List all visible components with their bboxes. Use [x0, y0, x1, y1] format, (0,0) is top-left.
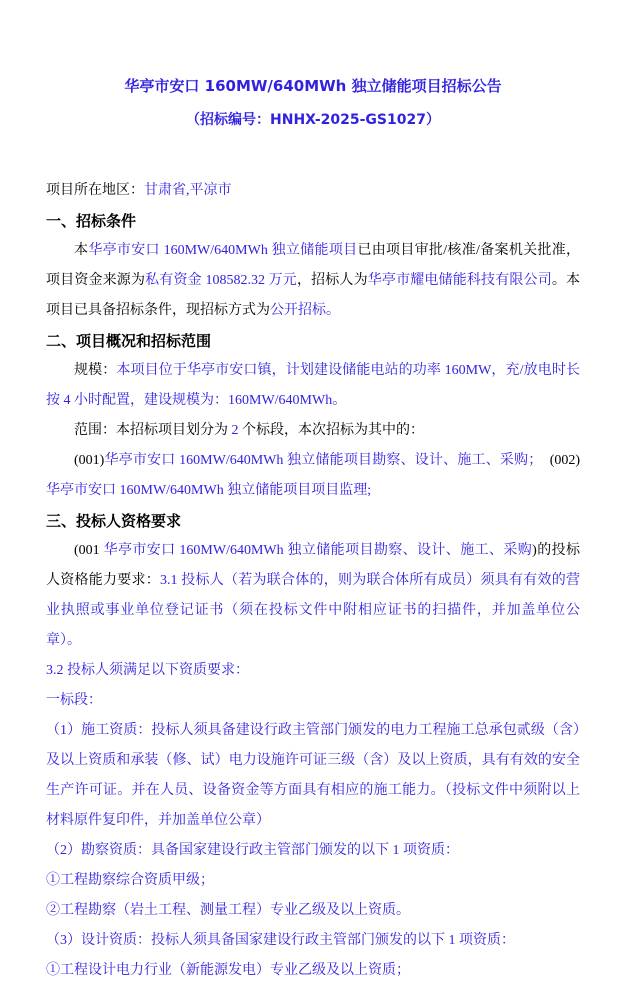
text-segment: 华亭市安口 160MW/640MWh 独立储能项目项目监理; — [46, 483, 372, 498]
section-heading-tender-conditions — [46, 206, 580, 236]
text-segment: 一、招标条件 — [46, 212, 137, 230]
text-segment: ①工程设计电力行业（新能源发电）专业乙级及以上资质； — [46, 963, 410, 978]
text-segment: 私有资金 108582.32 万元 — [145, 273, 297, 288]
survey-item-1 — [46, 866, 580, 896]
survey-qualification-paragraph — [46, 836, 580, 866]
text-segment: 本 — [74, 243, 89, 258]
text-segment: （招标编号：HNHX-2025-GS1027） — [186, 112, 440, 128]
construction-qualification-paragraph — [46, 716, 580, 836]
text-segment: 二、项目概况和招标范围 — [46, 332, 212, 350]
text-segment: 华亭市安口 160MW/640MWh 独立储能项目勘察、设计、施工、采购； — [104, 453, 536, 468]
text-segment: )的投标人资格能力要求： — [46, 543, 580, 588]
text-segment: 一标段： — [46, 693, 102, 708]
text-segment: 华亭市安口 160MW/640MWh 独立储能项目勘察、设计、施工、采购 — [103, 543, 533, 558]
text-segment: 公开招标。 — [270, 303, 340, 318]
text-segment: 3.2 投标人须满足以下资质要求： — [46, 663, 249, 678]
text-segment: 已由项目审批/核准/备案机关批准，项目资金来源为 — [46, 243, 581, 288]
text-segment: （1）施工资质：投标人须具备建设行政主管部门颁发的电力工程施工总承包贰级（含）及以上资质和承装（修、试）电力设施许可证三级（含）及以上资质，具有有效的安全生产许可证。并在人员、设备资金等方面具有相应的施工能力。（投标文件中须附以上材料原件复印件，并加盖单位公章） — [46, 723, 580, 828]
text-segment: 3.1 投标人（若为联合体的，则为联合体所有成员）须具有有效的营业执照或事业单位登记证书（须在投标文件中附相应证书的扫描件，并加盖单位公章）。 — [46, 573, 580, 648]
text-segment: 华亭市安口 160MW/640MWh 独立储能项目招标公告 — [124, 77, 502, 95]
text-segment: 。本项目已具备招标条件，现招标方式为 — [46, 273, 581, 318]
qualification-requirements-paragraph — [46, 536, 580, 656]
section-heading-project-overview — [46, 326, 580, 356]
scope-paragraph — [46, 416, 580, 446]
text-segment — [535, 453, 549, 468]
document-content — [46, 76, 580, 986]
text-segment: ②工程勘察（岩土工程、测量工程）专业乙级及以上资质。 — [46, 903, 410, 918]
text-segment: 项目所在地区： — [46, 183, 144, 198]
text-segment: 甘肃省,平凉市 — [144, 183, 232, 198]
text-segment: 范围：本招标项目划分为 — [74, 423, 232, 438]
section-heading-bidder-qualifications — [46, 506, 580, 536]
text-segment: ①工程勘察综合资质甲级； — [46, 873, 214, 888]
text-segment: （2）勘察资质：具备国家建设行政主管部门颁发的以下 1 项资质： — [46, 843, 459, 858]
qualification-3-2-line — [46, 656, 580, 686]
text-segment: 规模： — [74, 363, 117, 378]
text-segment: (002) — [549, 453, 581, 468]
text-segment: 三、投标人资格要求 — [46, 512, 182, 530]
text-segment: 华亭市耀电储能科技有限公司 — [367, 273, 552, 288]
tender-number-subtitle — [46, 110, 580, 130]
text-segment: 本项目位于华亭市安口镇，计划建设储能电站的功率 160MW，充/放电时长按 4 小时配置，建设规模为：160MW/640MWh。 — [46, 363, 580, 408]
text-segment: 华亭市安口 160MW/640MWh 独立储能项目 — [88, 243, 358, 258]
text-segment: （3）设计资质：投标人须具备国家建设行政主管部门颁发的以下 1 项资质： — [46, 933, 515, 948]
project-location-line — [46, 176, 580, 206]
bid-sections-paragraph — [46, 446, 580, 506]
text-segment: ，招标人为 — [296, 273, 368, 288]
design-qualification-paragraph — [46, 926, 580, 956]
scale-paragraph — [46, 356, 580, 416]
survey-item-2 — [46, 896, 580, 926]
text-segment: 2 — [231, 423, 239, 438]
tender-conditions-paragraph — [46, 236, 580, 326]
section-one-label — [46, 686, 580, 716]
text-segment: 个标段，本次招标为其中的： — [238, 423, 424, 438]
text-segment: (001 — [74, 543, 104, 558]
tender-title — [46, 76, 580, 96]
design-item-1 — [46, 956, 580, 986]
text-segment: (001) — [74, 453, 105, 468]
